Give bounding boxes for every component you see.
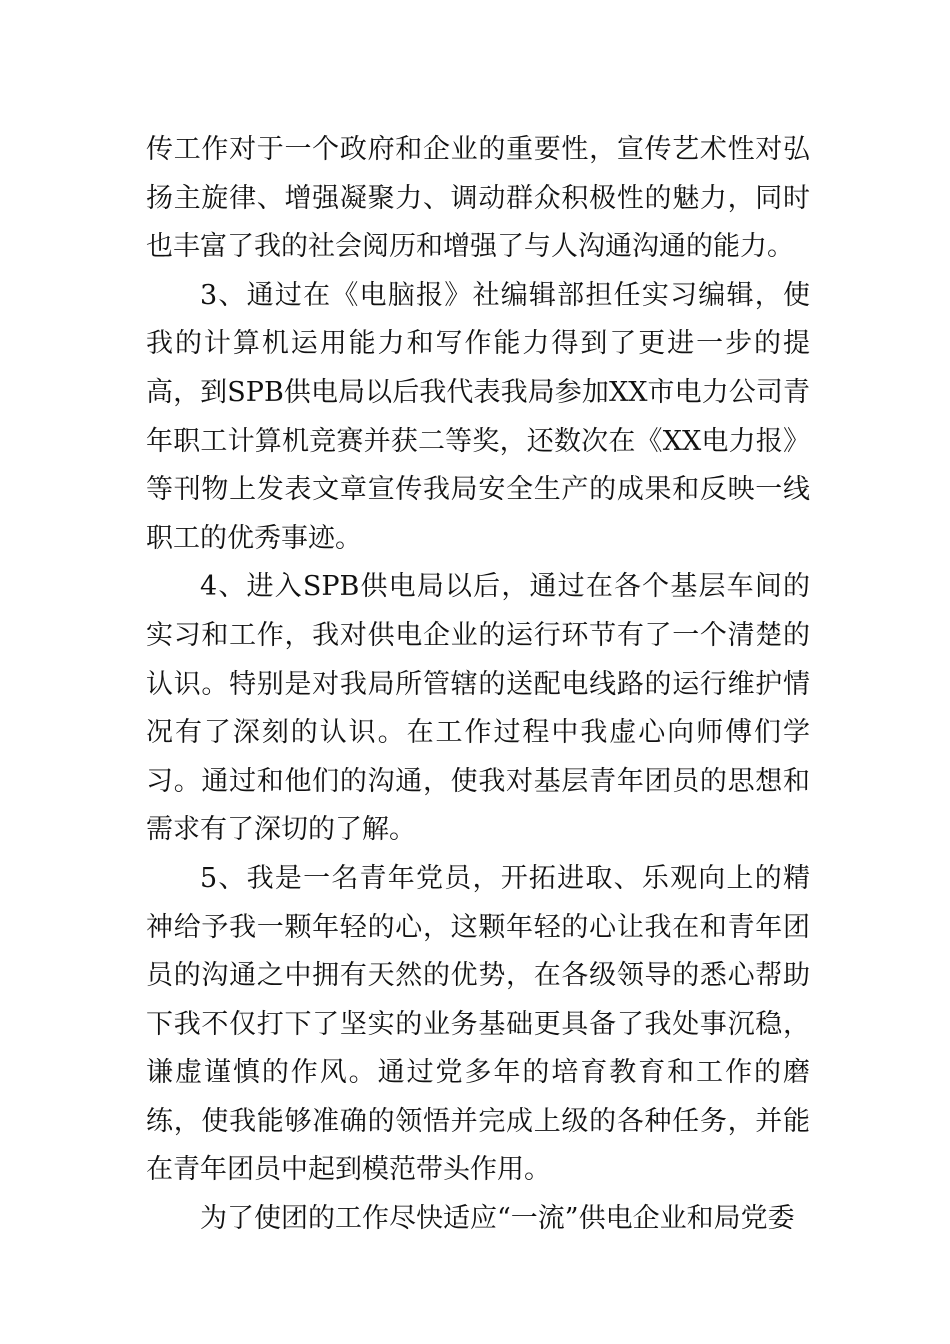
paragraph-closing: 为了使团的工作尽快适应“一流”供电企业和局党委 bbox=[200, 1203, 795, 1235]
paragraph-item-4: 4、进入SPB供电局以后，通过在各个基层车间的实习和工作，我对供电企业的运行环节有了一个清楚的认识。特别是对我局所管辖的送配电线路的运行维护情况有了深刻的认识。在工作过程中我虚心向师傅们学习。通过和他们的沟通，使我对基层青年团员的思想和需求有了深切的了解。 bbox=[146, 571, 810, 846]
paragraph-item-3: 3、通过在《电脑报》社编辑部担任实习编辑，使我的计算机运用能力和写作能力得到了更进一步的提高，到SPB供电局以后我代表我局参加XX市电力公司青年职工计算机竞赛并获二等奖，还数次在《XX电力报》等刊物上发表文章宣传我局安全生产的成果和反映一线职工的优秀事迹。 bbox=[146, 279, 810, 554]
paragraph-continuation: 传工作对于一个政府和企业的重要性，宣传艺术性对弘扬主旋律、增强凝聚力、调动群众积极性的魅力，同时也丰富了我的社会阅历和增强了与人沟通沟通的能力。 bbox=[146, 134, 810, 263]
document-body bbox=[146, 126, 810, 1244]
paragraph-item-5: 5、我是一名青年党员，开拓进取、乐观向上的精神给予我一颗年轻的心，这颗年轻的心让我在和青年团员的沟通之中拥有天然的优势，在各级领导的悉心帮助下我不仅打下了坚实的业务基础更具备了我处事沉稳，谦虚谨慎的作风。通过党多年的培育教育和工作的磨练，使我能够准确的领悟并完成上级的各种任务，并能在青年团员中起到模范带头作用。 bbox=[146, 862, 810, 1186]
